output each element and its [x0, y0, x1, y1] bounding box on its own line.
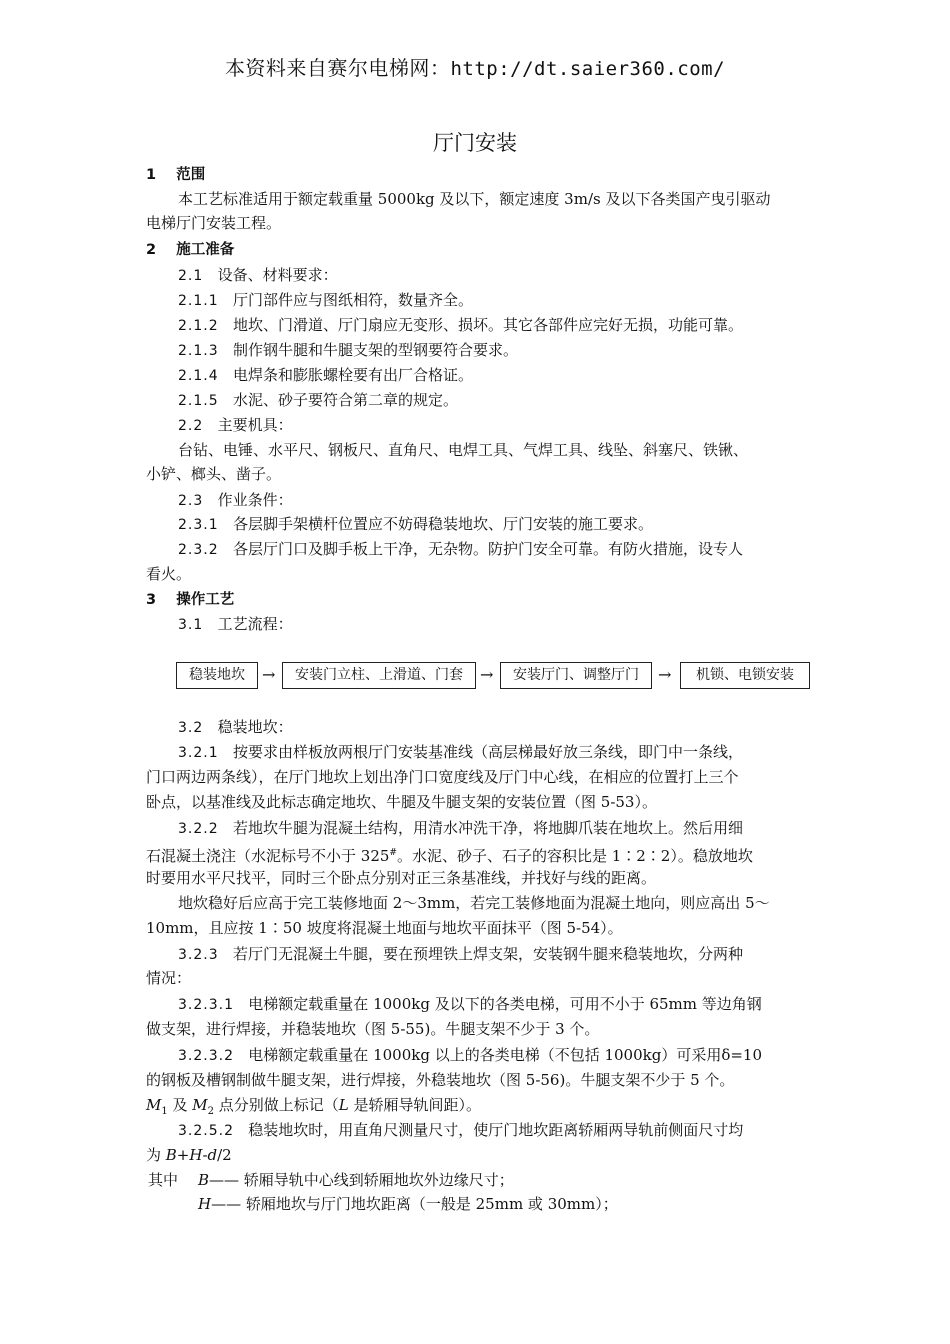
paragraph: 石混凝土浇注（水泥标号不小于 325#。水泥、砂子、石子的容积比是 1∶2∶2）。稳放地坎 [146, 847, 753, 865]
clause-2-3: 2.3 作业条件： [178, 491, 293, 509]
paragraph: 小铲、榔头、凿子。 [146, 465, 282, 483]
paragraph: 10mm，且应按 1∶50 坡度将混凝土地面与地坎平面抹平（图 5-54）。 [146, 919, 623, 937]
section-1-heading: 1 范围 [146, 167, 206, 183]
formula-line: 为 B+H-d/2 [146, 1146, 232, 1164]
clause-3-2-1: 3.2.1 按要求由样板放两根厅门安装基准线（高层梯最好放三条线，即门中一条线， [178, 743, 743, 761]
flow-step-3: 安装厅门、调整厅门 [500, 662, 652, 689]
source-label: 本资料来自赛尔电梯网： [224, 56, 451, 80]
paragraph: 时要用水平尺找平，同时三个卧点分别对正三条基准线，并找好与线的距离。 [146, 869, 657, 887]
flow-step-4: 机锁、电锁安装 [680, 662, 810, 689]
clause-3-2: 3.2 稳装地坎： [178, 718, 293, 736]
paragraph: 电梯厅门安装工程。 [146, 214, 282, 232]
clause-2-3-1: 2.3.1 各层脚手架横杆位置应不妨碍稳装地坎、厅门安装的施工要求。 [178, 515, 653, 533]
paragraph: 门口两边两条线），在厅门地坎上划出净门口宽度线及厅门中心线，在相应的位置打上三个 [146, 768, 739, 786]
clause-2-1-4: 2.1.4 电焊条和膨胀螺栓要有出厂合格证。 [178, 366, 473, 384]
clause-2-1-5: 2.1.5 水泥、砂子要符合第二章的规定。 [178, 391, 458, 409]
clause-3-2-3: 3.2.3 若厅门无混凝土牛腿，要在预埋铁上焊支架，安装钢牛腿来稳装地坎，分两种 [178, 945, 743, 963]
flow-step-2: 安装门立柱、上滑道、门套 [282, 662, 476, 689]
paragraph: 卧点，以基准线及此标志确定地坎、牛腿及牛腿支架的安装位置（图 5-53）。 [146, 793, 657, 811]
paragraph: 台钻、电锤、水平尺、钢板尺、直角尺、电焊工具、气焊工具、线坠、斜塞尺、铁锹、 [178, 441, 749, 459]
clause-2-3-2: 2.3.2 各层厅门口及脚手板上干净，无杂物。防护门安全可靠。有防火措施，设专人 [178, 540, 743, 558]
where-b: B—— 轿厢导轨中心线到轿厢地坎外边缘尺寸； [198, 1171, 514, 1189]
paragraph: 的钢板及槽钢制做牛腿支架，进行焊接，外稳装地坎（图 5-56)。牛腿支架不少于 5 个。 [146, 1071, 735, 1089]
section-3-heading: 3 操作工艺 [146, 592, 235, 608]
clause-3-2-3-1: 3.2.3.1 电梯额定载重量在 1000kg 及以下的各类电梯，可用不小于 65mm 等边角钢 [178, 995, 762, 1013]
clause-2-1-3: 2.1.3 制作钢牛腿和牛腿支架的型钢要符合要求。 [178, 341, 518, 359]
page-title: 厅门安装 [433, 131, 517, 155]
flow-arrow: → [658, 665, 672, 684]
section-2-heading: 2 施工准备 [146, 242, 235, 258]
paragraph: 本工艺标准适用于额定载重量 5000kg 及以下，额定速度 3m/s 及以下各类国产曳引驱动 [178, 190, 771, 208]
marker-note: $M_1$ 及 $M_2$ 点分别做上标记（L 是轿厢导轨间距）。 [146, 1096, 482, 1117]
clause-2-1-2: 2.1.2 地坎、门滑道、厅门扇应无变形、损坏。其它各部件应完好无损，功能可靠。 [178, 316, 743, 334]
paragraph: 看火。 [146, 565, 192, 583]
flow-arrow: → [480, 665, 494, 684]
source-header [0, 52, 950, 81]
paragraph: 做支架，进行焊接，并稳装地坎（图 5-55)。牛腿支架不少于 3 个。 [146, 1020, 600, 1038]
source-url[interactable]: http://dt.saier360.com/ [450, 58, 726, 80]
paragraph: 地炊稳好后应高于完工装修地面 2～3mm，若完工装修地面为混凝土地向，则应高出 5～ [178, 894, 770, 912]
flow-arrow: → [262, 665, 276, 684]
where-label: 其中 [148, 1171, 179, 1189]
where-h: H—— 轿厢地坎与厅门地坎距离（一般是 25mm 或 30mm）； [198, 1195, 618, 1213]
clause-3-2-5-2: 3.2.5.2 稳装地坎时，用直角尺测量尺寸，使厅门地坎距离轿厢两导轨前侧面尺寸均 [178, 1121, 744, 1139]
flow-step-1: 稳装地坎 [176, 662, 258, 689]
clause-2-1-1: 2.1.1 厅门部件应与图纸相符，数量齐全。 [178, 291, 473, 309]
clause-2-2: 2.2 主要机具： [178, 416, 293, 434]
paragraph: 情况： [146, 969, 192, 987]
clause-3-2-3-2: 3.2.3.2 电梯额定载重量在 1000kg 以上的各类电梯（不包括 1000kg）可采用δ=10 [178, 1046, 763, 1064]
clause-2-1: 2.1 设备、材料要求： [178, 266, 338, 284]
clause-3-1: 3.1 工艺流程： [178, 615, 293, 633]
clause-3-2-2: 3.2.2 若地坎牛腿为混凝土结构，用清水冲洗干净，将地脚爪装在地坎上。然后用细 [178, 819, 743, 837]
